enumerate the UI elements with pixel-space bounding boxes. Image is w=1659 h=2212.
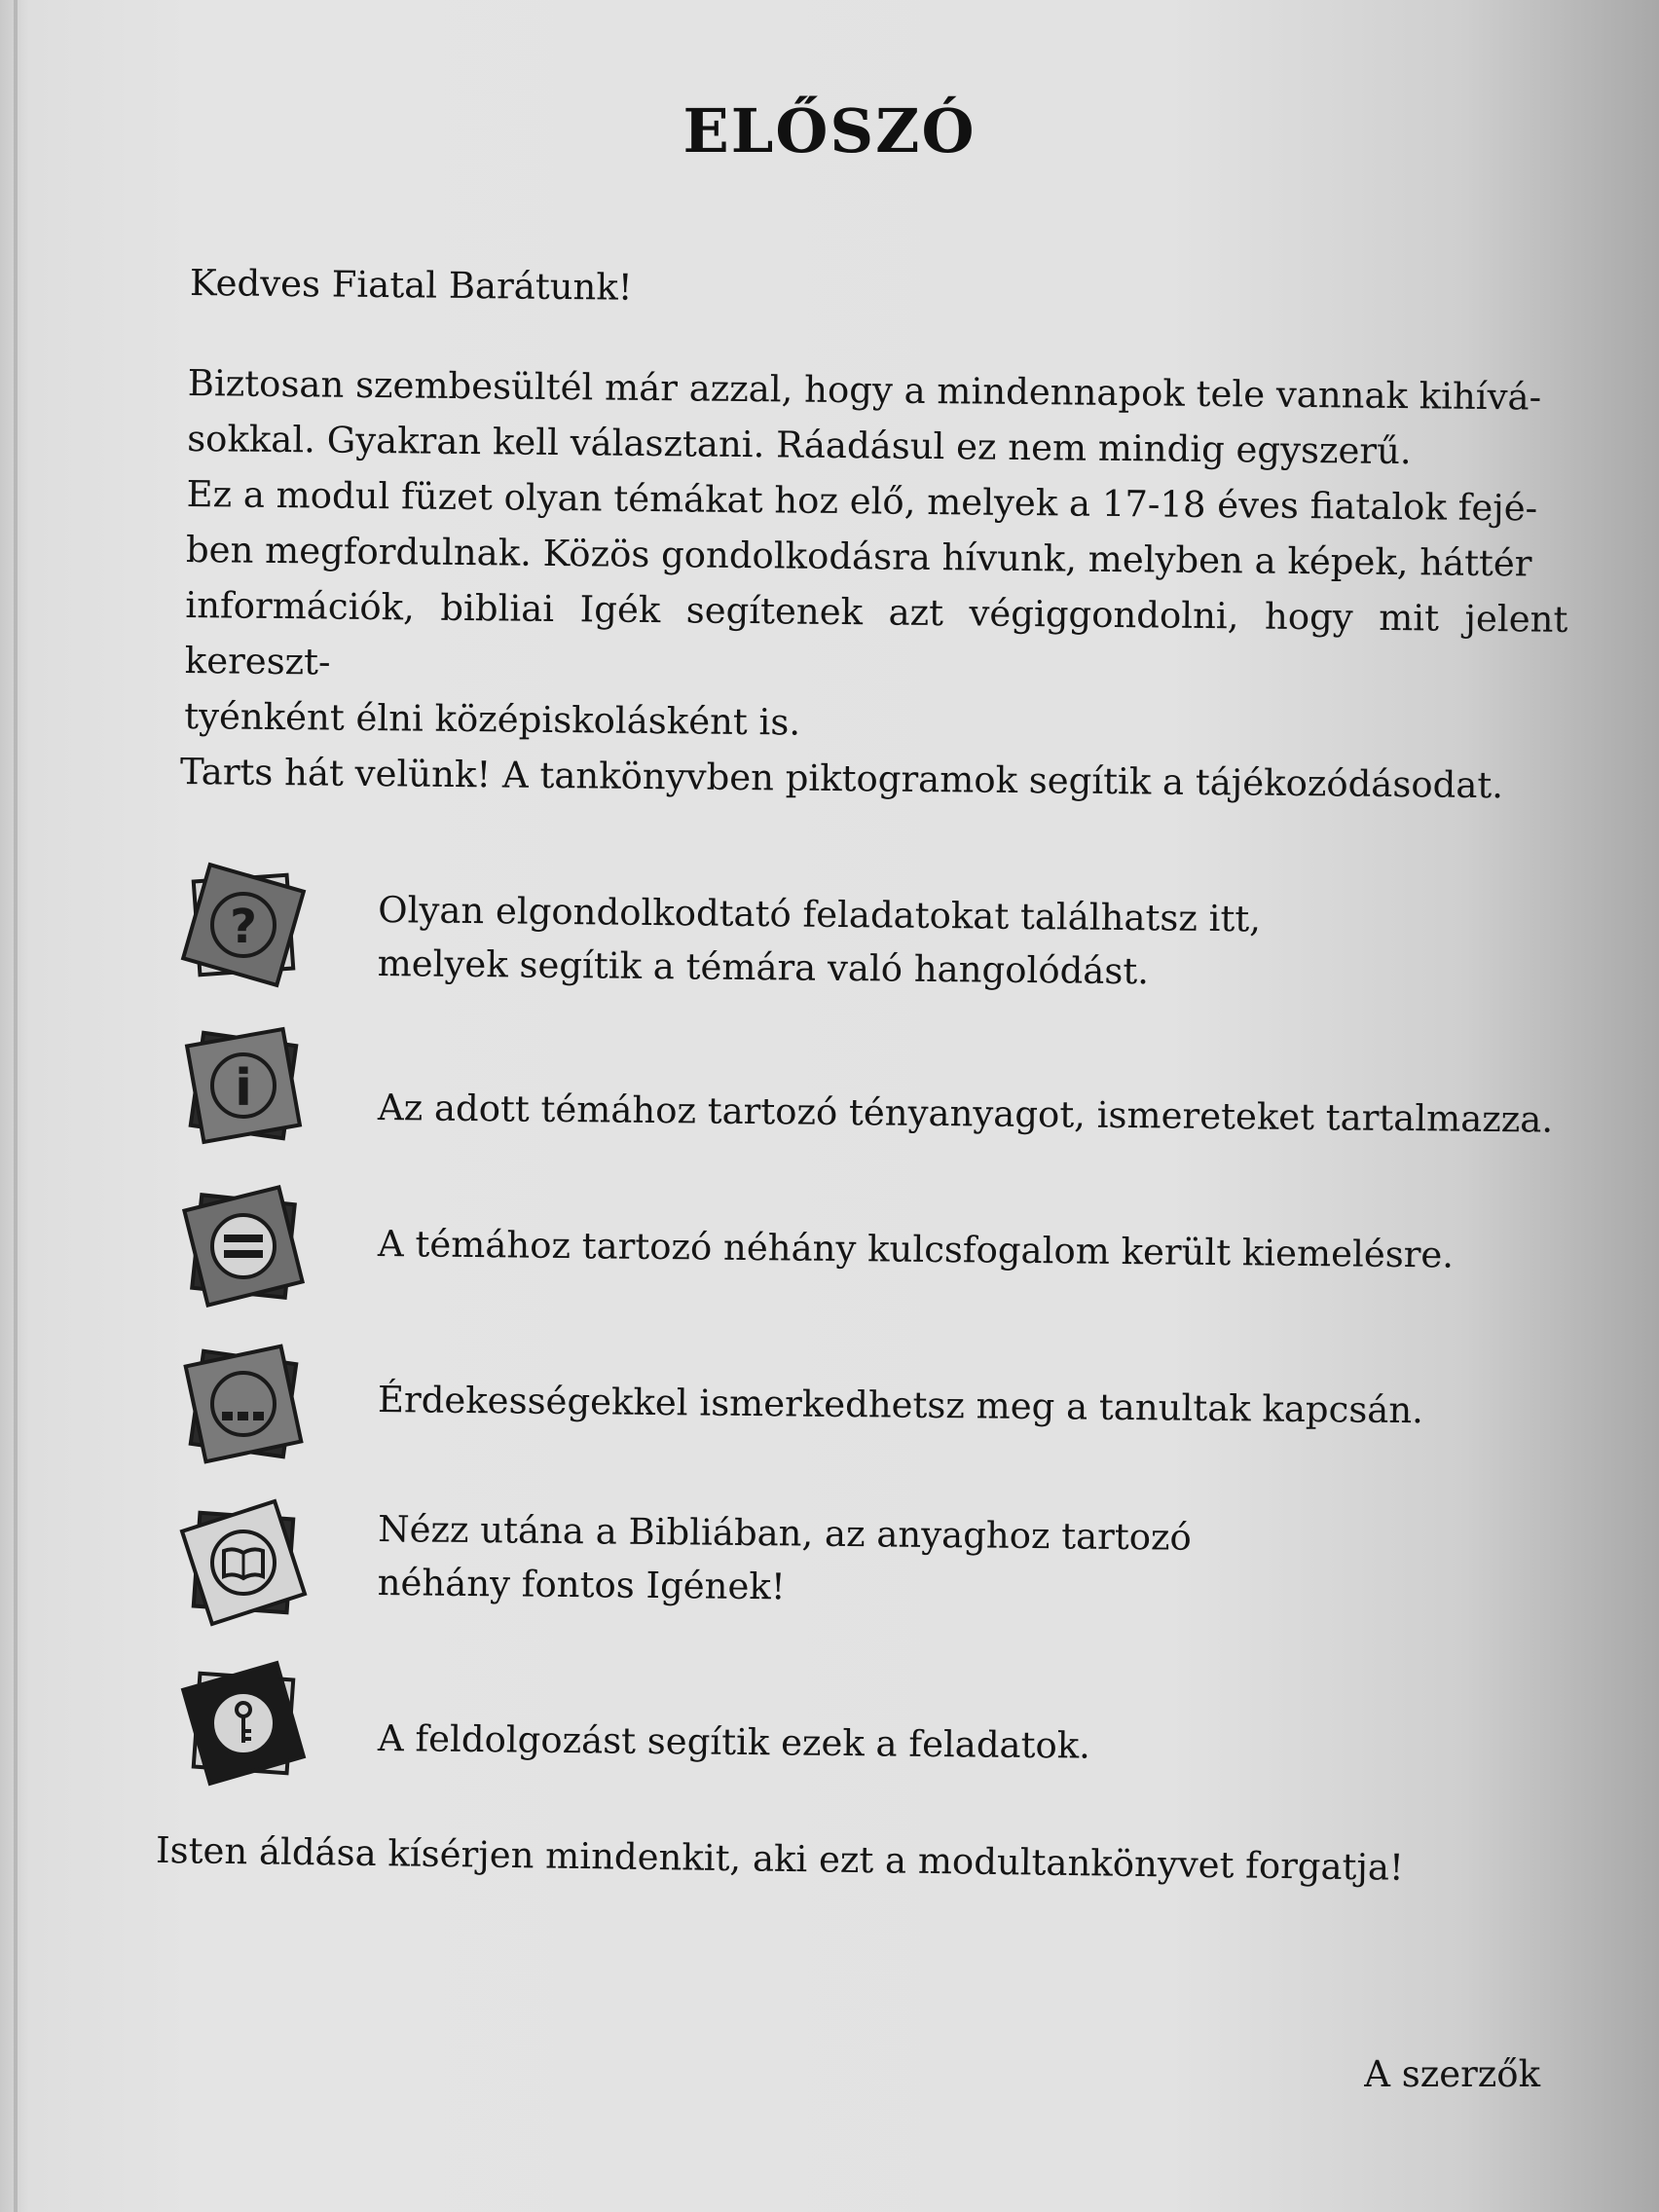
pictogram-row-tasks	[175, 1655, 1587, 1791]
pictogram-intro: Tarts hát velünk! A tankönyvben piktogramok segítik a tájékozódásodat.	[179, 751, 1504, 807]
intro-paragraph	[184, 355, 1570, 758]
bible-book-icon	[175, 1494, 312, 1631]
intro-line: sokkal. Gyakran kell választani. Ráadásul ez nem mindig egyszerű.	[186, 418, 1412, 473]
description-line: A témához tartozó néhány kulcsfogalom került kiemelésre.	[377, 1223, 1455, 1276]
pictogram-description	[378, 1712, 1567, 1778]
pictogram-description	[378, 1373, 1567, 1439]
signature: A szerzők	[1364, 2053, 1540, 2095]
ellipsis-icon	[175, 1336, 312, 1472]
greeting: Kedves Fiatal Barátunk!	[189, 262, 633, 309]
key-icon	[175, 1655, 312, 1791]
description-line: néhány fontos Igének!	[377, 1561, 786, 1608]
pictogram-row-question	[175, 857, 1587, 993]
intro-line: ben megfordulnak. Közös gondolkodásra hívunk, melyben a képek, háttér	[185, 529, 1532, 585]
intro-line: tyénként élni középiskolásként is.	[183, 694, 801, 744]
pictogram-description	[377, 883, 1566, 1003]
svg-text:i: i	[235, 1059, 252, 1118]
question-mark-icon	[175, 857, 312, 993]
description-line: melyek segítik a témára való hangolódást.	[377, 941, 1150, 993]
closing-blessing: Isten áldása kísérjen mindenkit, aki ezt a modultankönyvet forgatja!	[155, 1828, 1405, 1889]
description-line: A feldolgozást segítik ezek a feladatok.	[377, 1717, 1091, 1767]
pictogram-row-key-concepts	[175, 1178, 1587, 1314]
pictogram-row-info	[175, 1017, 1587, 1154]
equals-icon	[175, 1178, 312, 1314]
page-spine	[14, 0, 18, 2212]
pictogram-row-bible	[175, 1494, 1587, 1631]
description-line: Olyan elgondolkodtató feladatokat találhatsz itt,	[378, 889, 1262, 940]
pictogram-description	[378, 1217, 1567, 1283]
page-title: ELŐSZÓ	[682, 95, 977, 166]
intro-line: Biztosan szembesültél már azzal, hogy a mindennapok tele vannak kihívá-	[187, 362, 1542, 419]
description-line: Nézz utána a Bibliában, az anyaghoz tartozó	[378, 1508, 1192, 1559]
pictogram-description	[377, 1502, 1566, 1622]
pictogram-description	[378, 1081, 1567, 1147]
pictogram-row-curiosities	[175, 1336, 1587, 1472]
description-line: Az adott témához tartozó tényanyagot, ismereteket tartalmazza.	[377, 1087, 1554, 1141]
intro-line: Ez a modul füzet olyan témákat hoz elő, melyek a 17-18 éves fiatalok fejé-	[186, 473, 1538, 530]
info-icon	[175, 1017, 312, 1154]
svg-text:?: ?	[230, 900, 257, 954]
description-line: Érdekességekkel ismerkedhetsz meg a tanultak kapcsán.	[377, 1379, 1424, 1432]
intro-line: információk, bibliai Igék segítenek azt végiggondolni, hogy mit jelent kereszt-	[184, 583, 1568, 683]
